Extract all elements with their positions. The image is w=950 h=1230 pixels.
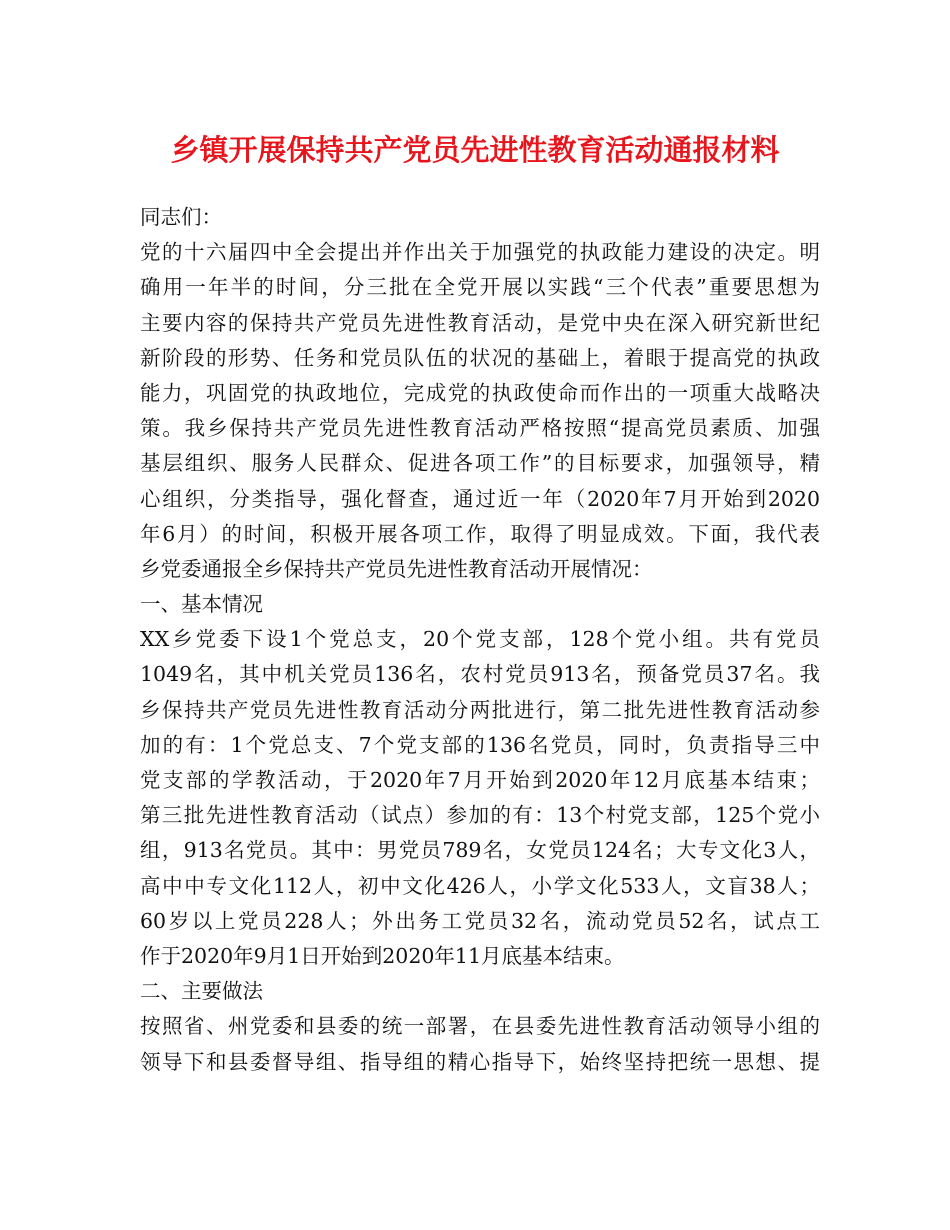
body-line: 新阶段的形势、任务和党员队伍的状况的基础上，着眼于提高党的执政: [140, 345, 820, 370]
body-line: 一、基本情况: [140, 592, 263, 617]
body-line: XX乡党委下设1个党总支，20个党支部，128个党小组。共有党员: [140, 627, 820, 652]
body-line: 基层组织、服务人民群众、促进各项工作”的目标要求，加强领导，精: [140, 451, 820, 476]
body-line: 组，913名党员。其中：男党员789名，女党员124名；大专文化3人，: [140, 838, 820, 863]
body-line: 年6月）的时间，积极开展各项工作，取得了明显成效。下面，我代表: [140, 521, 820, 546]
body-line: 按照省、州党委和县委的统一部署，在县委先进性教育活动领导小组的: [140, 1014, 820, 1039]
body-line: 作于2020年9月1日开始到2020年11月底基本结束。: [140, 943, 625, 968]
body-line: 二、主要做法: [140, 979, 263, 1004]
body-line: 乡保持共产党员先进性教育活动分两批进行，第二批先进性教育活动参: [140, 697, 820, 722]
document-body: [140, 200, 820, 1080]
body-line: 党支部的学教活动，于2020年7月开始到2020年12月底基本结束；: [140, 768, 820, 792]
body-line: 乡党委通报全乡保持共产党员先进性教育活动开展情况：: [140, 556, 653, 581]
body-line: 加的有：1个党总支、7个党支部的136名党员，同时，负责指导三中: [140, 732, 820, 757]
body-line: 第三批先进性教育活动（试点）参加的有：13个村党支部，125个党小: [140, 803, 820, 828]
body-line: 确用一年半的时间，分三批在全党开展以实践“三个代表”重要思想为: [140, 275, 820, 300]
body-line: 能力，巩固党的执政地位，完成党的执政使命而作出的一项重大战略决: [140, 380, 820, 405]
body-line: 1049名，其中机关党员136名，农村党员913名，预备党员37名。我: [140, 662, 820, 687]
body-line: 领导下和县委督导组、指导组的精心指导下，始终坚持把统一思想、提: [140, 1049, 820, 1074]
body-line: 高中中专文化112人，初中文化426人，小学文化533人，文盲38人；: [140, 873, 820, 898]
body-line: 党的十六届四中全会提出并作出关于加强党的执政能力建设的决定。明: [140, 240, 820, 265]
body-line: 同志们：: [140, 205, 222, 229]
body-line: 策。我乡保持共产党员先进性教育活动严格按照“提高党员素质、加强: [140, 416, 820, 441]
body-line: 60岁以上党员228人；外出务工党员32名，流动党员52名，试点工: [140, 908, 820, 933]
body-line: 心组织，分类指导，强化督查，通过近一年（2020年7月开始到2020: [140, 486, 820, 511]
document-title: 乡镇开展保持共产党员先进性教育活动通报材料: [170, 133, 780, 167]
body-line: 主要内容的保持共产党员先进性教育活动，是党中央在深入研究新世纪: [140, 310, 820, 335]
